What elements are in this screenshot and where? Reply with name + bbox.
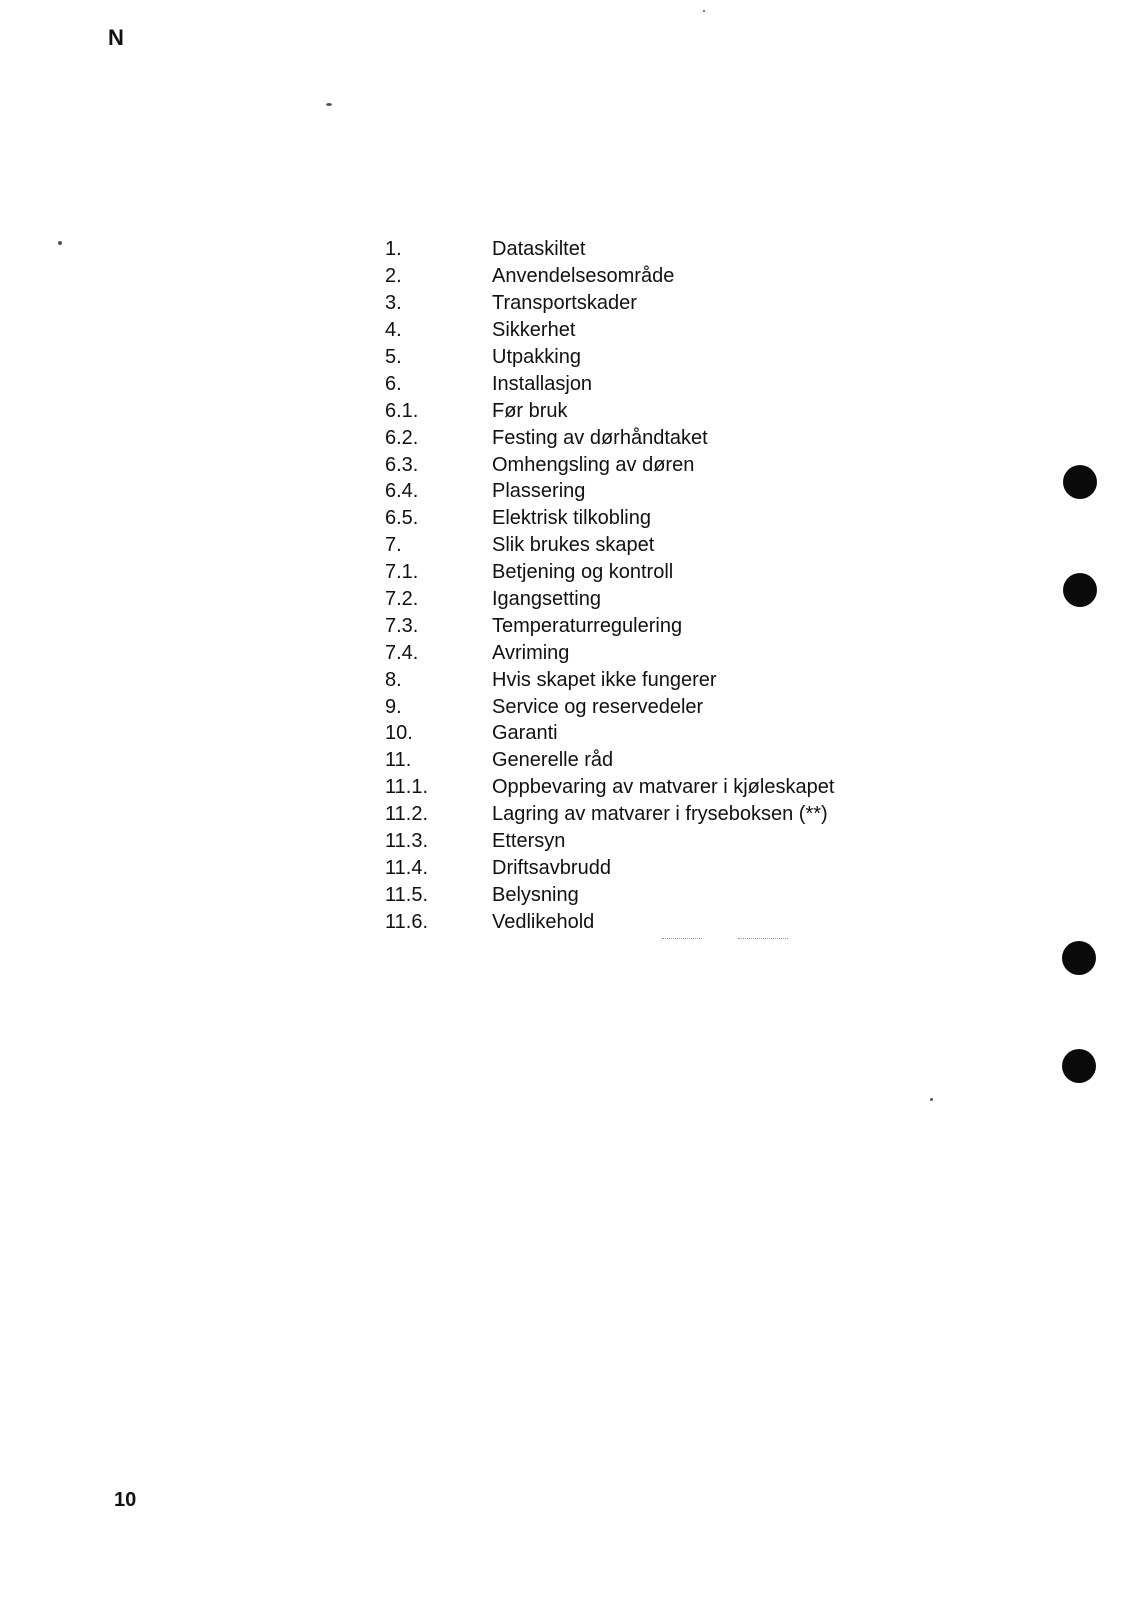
toc-entry-title: Betjening og kontroll — [492, 561, 674, 584]
toc-entry-title: Plassering — [492, 480, 586, 503]
toc-entry — [385, 854, 834, 881]
toc-entry — [385, 263, 834, 290]
toc-entry-number: 1. — [385, 238, 402, 261]
toc-entry-title: Anvendelsesområde — [492, 265, 675, 288]
toc-entry — [385, 290, 834, 317]
toc-entry-number: 5. — [385, 346, 402, 368]
toc-entry-number: 11.3. — [385, 830, 428, 853]
scan-speck — [930, 1098, 933, 1101]
toc-entry-number: 7.1. — [385, 561, 419, 584]
toc-entry-title: Driftsavbrudd — [492, 856, 611, 879]
toc-entry — [385, 559, 834, 586]
toc-entry-title: Transportskader — [492, 292, 637, 315]
toc-entry-title: Lagring av matvarer i fryseboksen (**) — [492, 803, 828, 826]
toc-entry — [385, 639, 834, 666]
punch-hole — [1062, 1049, 1096, 1083]
toc-entry-title: Ettersyn — [492, 830, 566, 853]
toc-entry-title: Utpakking — [492, 346, 581, 368]
toc-entry-title: Omhengsling av døren — [492, 453, 695, 476]
toc-entry — [385, 451, 834, 478]
scan-speck — [326, 103, 332, 106]
toc-entry-number: 2. — [385, 265, 402, 288]
toc-entry — [385, 801, 834, 828]
toc-entry-number: 6.4. — [385, 480, 419, 503]
toc-entry-number: 11. — [385, 749, 412, 772]
toc-entry-number: 7.3. — [385, 614, 419, 637]
toc-entry-title: Generelle råd — [492, 749, 614, 772]
toc-entry-title: Slik brukes skapet — [492, 534, 655, 557]
toc-entry — [385, 586, 834, 613]
scan-line — [738, 938, 788, 940]
toc-entry-number: 8. — [385, 668, 402, 691]
toc-entry-number: 6. — [385, 372, 402, 395]
toc-entry-title: Oppbevaring av matvarer i kjøleskapet — [492, 776, 835, 799]
toc-entry-number: 10. — [385, 722, 413, 745]
toc-entry-title: Før bruk — [492, 399, 568, 422]
toc-entry-number: 11.2. — [385, 803, 428, 826]
toc-entry — [385, 344, 834, 371]
toc-entry — [385, 424, 834, 451]
toc-entry-number: 6.5. — [385, 507, 419, 530]
toc-entry-title: Garanti — [492, 722, 558, 745]
toc-entry-title: Vedlikehold — [492, 910, 595, 933]
scan-line — [662, 938, 702, 940]
toc-entry-number: 6.1. — [385, 399, 419, 422]
toc-entry-title: Belysning — [492, 883, 579, 906]
toc-entry-number: 11.5. — [385, 883, 428, 906]
toc-entry-title: Installasjon — [492, 372, 593, 395]
toc-entry-title: Service og reservedeler — [492, 695, 704, 718]
toc-entry — [385, 478, 834, 505]
toc-entry — [385, 774, 834, 801]
toc-entry — [385, 397, 834, 424]
toc-entry-title: Temperaturregulering — [492, 614, 683, 637]
toc-entry — [385, 532, 834, 559]
toc-entry-title: Hvis skapet ikke fungerer — [492, 668, 717, 691]
toc-entry-title: Festing av dørhåndtaket — [492, 426, 708, 449]
toc-entry — [385, 693, 834, 720]
toc-entry-number: 3. — [385, 292, 402, 315]
toc-entry — [385, 881, 834, 908]
toc-entry-number: 4. — [385, 319, 402, 342]
toc-entry-title: Avriming — [492, 641, 570, 664]
scan-speck — [58, 241, 62, 245]
toc-entry-title: Dataskiltet — [492, 238, 586, 261]
toc-entry — [385, 747, 834, 774]
toc-entry — [385, 666, 834, 693]
punch-hole — [1062, 941, 1096, 975]
toc-entry — [385, 828, 834, 855]
scan-speck — [703, 10, 705, 12]
toc-entry-number: 6.3. — [385, 453, 419, 476]
punch-hole — [1063, 573, 1097, 607]
punch-hole — [1063, 465, 1097, 499]
toc-entry-number: 6.2. — [385, 426, 419, 449]
toc-entry — [385, 317, 834, 344]
toc-entry-number: 9. — [385, 695, 402, 718]
toc-entry — [385, 908, 834, 935]
toc-entry-title: Sikkerhet — [492, 319, 576, 342]
page-number: 10 — [114, 1489, 137, 1511]
toc-entry-number: 7. — [385, 534, 402, 557]
toc-entry — [385, 236, 834, 263]
toc-entry-number: 11.4. — [385, 856, 428, 879]
toc-entry-number: 7.2. — [385, 588, 419, 611]
toc-entry — [385, 720, 834, 747]
toc-entry-number: 11.6. — [385, 910, 428, 933]
table-of-contents — [385, 236, 834, 935]
toc-entry — [385, 505, 834, 532]
toc-entry-number: 7.4. — [385, 641, 419, 664]
toc-entry — [385, 612, 834, 639]
toc-entry-title: Igangsetting — [492, 588, 601, 611]
toc-entry — [385, 370, 834, 397]
toc-entry-number: 11.1. — [385, 776, 428, 799]
language-code: N — [108, 25, 124, 50]
toc-entry-title: Elektrisk tilkobling — [492, 507, 651, 530]
